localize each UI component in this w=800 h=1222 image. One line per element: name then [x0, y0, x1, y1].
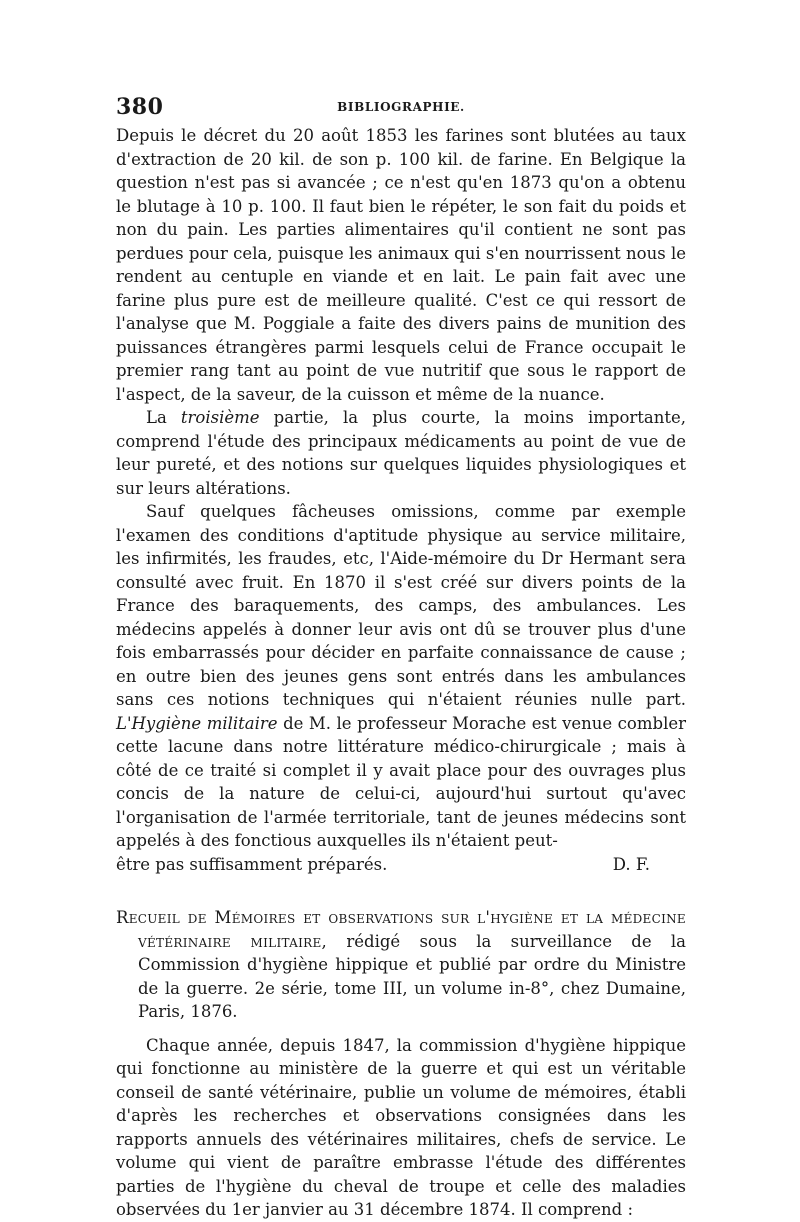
- paragraph-bread-analysis: Depuis le décret du 20 août 1853 les farines sont blutées au taux d'extraction de 20 kil. de son p. 100 kil. de farine. En Belgique la question n'est pas si avancée ; ce n'est qu'en 1873 qu'on a obtenu le blutage à 10 p. 100. Il faut bien le répéter, le son fait du poids et non du pain. Les parties alimentaires qu'il contient ne sont pas perdues pour cela, puisque les animaux qui s'en nourrissent nous le rendent au centuple en viande et en lait. Le pain fait avec une farine plus pure est de meilleure qualité. C'est ce qui ressort de l'analyse que M. Poggiale a faite des divers pains de munition des puissances étrangères parmi lesquels celui de France occupait le premier rang tant au point de vue nutritif que sous le rapport de l'aspect, de la saveur, de la cuisson et même de la nuance.: [116, 126, 686, 404]
- running-title: BIBLIOGRAPHIE.: [337, 100, 465, 114]
- paragraph-third-part: [116, 406, 686, 500]
- review-title-rest: rédigé sous la surveillance de la Commission d'hygiène hippique et publié par ordre du Ministre de la guerre. 2e série, tome III, un volume in-8°, chez Dumaine, Paris, 1876.: [138, 931, 686, 1021]
- paragraph-text: Sauf quelques fâcheuses omissions, comme par exemple l'examen des conditions d'aptitude physique au service militaire, les infirmités, les fraudes, etc, l'Aide-mémoire du Dr Hermant sera consulté avec fruit. En 1870 il s'est créé sur divers points de la France des baraquements, des camps, des ambulances. Les médecins appelés à donner leur avis ont dû se trouver plus d'une fois embarrassés pour décider en parfaite connaissance de cause ; en outre bien des jeunes gens sont entrés dans les ambulances sans ces notions techniques qui n'étaient réunies nulle part.: [116, 502, 686, 709]
- emphasis-troisieme: troisième: [180, 408, 260, 427]
- page-header: [116, 94, 686, 124]
- paragraph-omissions: [116, 500, 686, 853]
- page-number: 380: [116, 94, 164, 120]
- book-title-hygiene-militaire: L'Hygiène militaire: [116, 713, 278, 733]
- paragraph-text: de M. le professeur Morache est venue combler cette lacune dans notre littérature médico-chirurgicale ; mais à côté de ce traité si complet il y avait place pour des ouvrages plus concis de la nature de celui-ci, aujourd'hui surtout qu'avec l'organisation de l'armée territoriale, tant de jeunes médecins sont appelés à des fonctious auxquelles ils n'étaient peut-: [116, 713, 686, 850]
- closing-text: être pas suffisamment préparés.: [116, 854, 388, 874]
- section-gap: [116, 876, 686, 906]
- heading-gap: [116, 1024, 686, 1034]
- paragraph-text: La: [146, 408, 181, 427]
- signature: D. F.: [612, 854, 650, 874]
- review-title: Recueil de Mémoires et observations sur l'hygiène et la médecine vétérinaire militaire,: [116, 908, 686, 951]
- review-body: Chaque année, depuis 1847, la commission d'hygiène hippique qui fonctionne au ministère de la guerre et qui est un véritable conseil de santé vétérinaire, publie un volume de mémoires, établi d'après les recherches et observations consignées dans les rapports annuels des vétérinaires militaires, chefs de service. Le volume qui vient de paraître embrasse l'étude des différentes parties de l'hygiène du cheval de troupe et celle des maladies observées du 1er janvier au 31 décembre 1874. Il comprend :: [116, 1035, 686, 1219]
- review-heading: [116, 906, 686, 1024]
- paragraph-text: partie, la plus courte, la moins importante, comprend l'étude des principaux médicaments au point de vue de leur pureté, et des notions sur quelques liquides physiologiques et sur leurs altérations.: [116, 408, 686, 498]
- page-body: [116, 124, 686, 1222]
- closing-line: [116, 853, 686, 877]
